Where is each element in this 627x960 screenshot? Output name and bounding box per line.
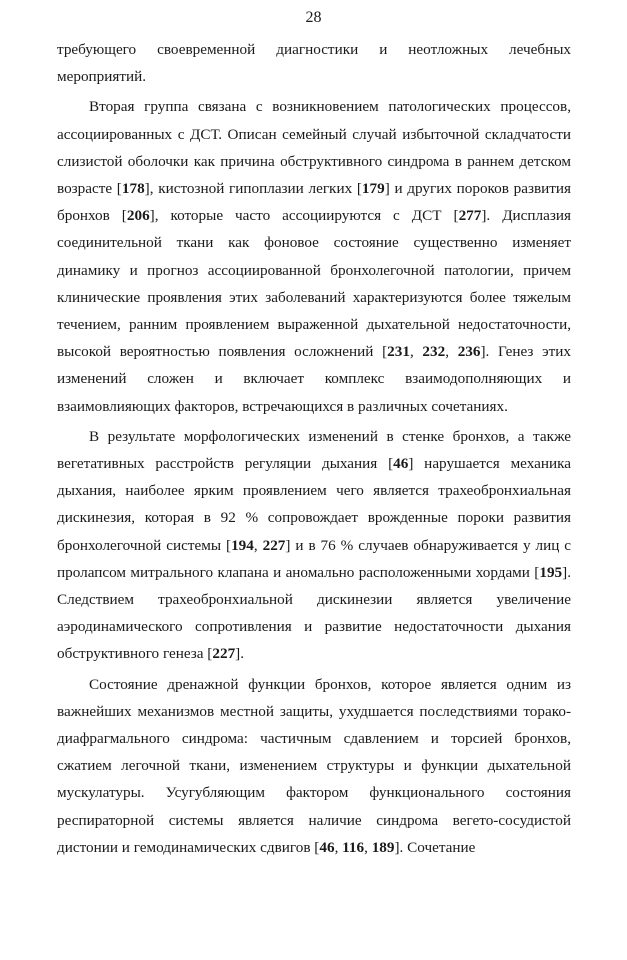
text-run: ]. [235,645,245,663]
text-run: Состояние дренажной функции бронхов, которое является одним из важнейших механизмов местной защиты, ухудшается последствиями торако-диафрагмального синдрома: частичным сдавлением и торсией бронхов, сжатием легочной ткани, изменением структуры и функции дыхательной мускулатуры. Усугубляющим фактором функционального состояния респираторной системы является наличие синдрома вегето-сосудистой дистонии и гемодинамических сдвигов [ [57,675,571,856]
text-run: , [253,536,263,554]
citation-ref: 236 [457,343,481,361]
paragraph [57,93,571,419]
text-run: В результате морфологических изменений в стенке бронхов, а также вегетативных расстройств регуляции дыхания [ [57,427,571,473]
citation-ref: 179 [361,180,385,198]
text-run: , [334,838,343,856]
citation-ref: 206 [126,207,150,225]
citation-ref: 46 [393,455,409,473]
paragraph [57,671,571,861]
citation-ref: 194 [231,536,254,554]
text-run: ]. Генез этих изменений сложен и включает комплекс взаимодополняющих и взаимовлияющих факторов, встречающихся в различных сочетаниях. [57,343,571,415]
citation-ref: 189 [371,838,395,856]
text-run: , [409,343,423,361]
citation-ref: 277 [458,207,482,225]
text-run: ], которые часто ассоциируются с ДСТ [ [149,207,459,225]
page-number: 28 [305,9,322,26]
citation-ref: 231 [387,343,410,361]
paragraph [57,423,571,668]
citation-ref: 227 [212,645,236,663]
text-run: требующего своевременной диагностики и неотложных лечебных мероприятий. [57,41,571,86]
citation-ref: 116 [342,838,365,856]
citation-ref: 227 [262,536,286,554]
citation-ref: 232 [422,343,446,361]
text-run: ]. Сочетание [394,838,476,856]
text-run: ], кистозной гипоплазии легких [ [144,180,362,198]
text-run: , [445,343,458,361]
citation-ref: 178 [121,180,145,198]
text-run: ] и других пороков развития бронхов [ [57,180,572,225]
text-run: ] нарушается механика дыхания, наиболее ярким проявлением чего является трахеобронхиальная дискинезия, которая в 92 % сопровождает врожденные пороки развития бронхолегочной системы [ [57,455,571,554]
text-run: ] и в 76 % случаев обнаруживается у лиц с пролапсом митрального клапана и аномально расположенными хордами [ [57,536,572,581]
text-run: ]. Следствием трахеобронхиальной дискинезии является увеличение аэродинамического сопротивления и развитие недостаточности дыхания обструктивного генеза [ [57,563,571,663]
text-run: , [364,838,372,856]
text-run: Вторая группа связана с возникновением патологических процессов, ассоциированных с ДСТ. Описан семейный случай избыточной складчатости слизистой оболочки как причина обструктивного синдрома в раннем детском возрасте [ [57,98,571,198]
text-run: ]. Дисплазия соединительной ткани как фоновое состояние существенно изменяет динамику и прогноз ассоциированной бронхолегочной патологии, причем клинические проявления этих заболеваний характеризуются более тяжелым течением, ранним проявлением выраженной дыхательной недостаточности, высокой вероятностью появления осложнений [ [57,207,571,361]
body-text [57,36,571,861]
citation-ref: 195 [539,563,563,581]
citation-ref: 46 [319,838,335,856]
paragraph [57,36,571,90]
